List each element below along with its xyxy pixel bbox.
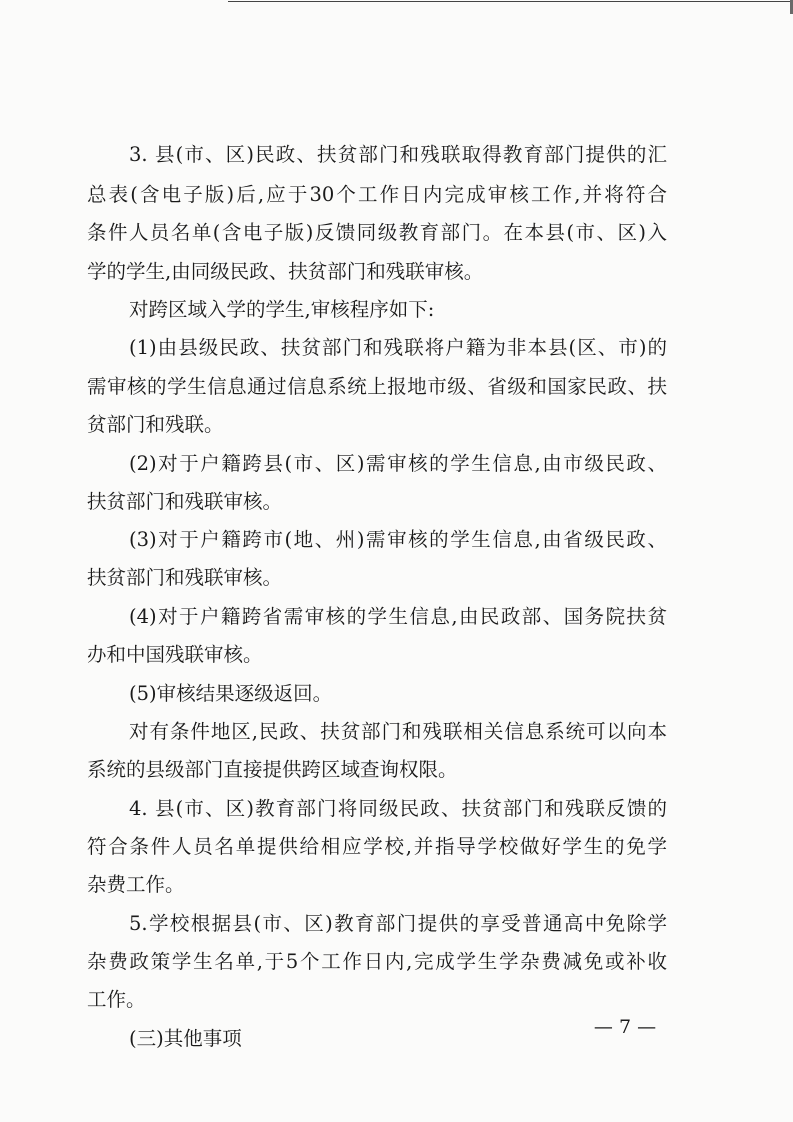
paragraph-line: (2)对于户籍跨县(市、区)需审核的学生信息,由市级民政、 — [129, 452, 667, 475]
paragraph-line: 对有条件地区,民政、扶贫部门和残联相关信息系统可以向本 — [129, 720, 667, 743]
section-heading: (三)其他事项 — [129, 1027, 242, 1050]
paragraph-line: (4)对于户籍跨省需审核的学生信息,由民政部、国务院扶贫 — [129, 605, 667, 628]
paragraph-line: 贫部门和残联。 — [87, 413, 224, 436]
paragraph-line: 条件人员名单(含电子版)反馈同级教育部门。在本县(市、区)入 — [87, 221, 667, 244]
paragraph-line: 符合条件人员名单提供给相应学校,并指导学校做好学生的免学 — [87, 835, 667, 858]
scan-edge-mark — [778, 0, 793, 14]
paragraph-line: 4. 县(市、区)教育部门将同级民政、扶贫部门和残联反馈的 — [129, 797, 667, 820]
top-rule — [228, 1, 793, 2]
paragraph-line: 需审核的学生信息通过信息系统上报地市级、省级和国家民政、扶 — [87, 375, 667, 398]
paragraph-line: (1)由县级民政、扶贫部门和残联将户籍为非本县(区、市)的 — [129, 336, 667, 359]
paragraph-line: 对跨区域入学的学生,审核程序如下: — [129, 298, 435, 321]
paragraph-line: 3. 县(市、区)民政、扶贫部门和残联取得教育部门提供的汇 — [129, 143, 667, 166]
paragraph-line: 杂费政策学生名单,于5个工作日内,完成学生学杂费减免或补收 — [87, 950, 667, 973]
paragraph-line: 5.学校根据县(市、区)教育部门提供的享受普通高中免除学 — [129, 912, 667, 935]
paragraph-line: 扶贫部门和残联审核。 — [87, 490, 283, 513]
paragraph-line: 杂费工作。 — [87, 873, 185, 896]
paragraph-line: 办和中国残联审核。 — [87, 643, 263, 666]
paragraph-line: 工作。 — [87, 988, 146, 1011]
paragraph-line: (5)审核结果逐级返回。 — [129, 682, 333, 705]
paragraph-line: 总表(含电子版)后,应于30个工作日内完成审核工作,并将符合 — [87, 183, 667, 206]
paragraph-line: 扶贫部门和残联审核。 — [87, 566, 283, 589]
paragraph-line: 学的学生,由同级民政、扶贫部门和残联审核。 — [87, 260, 484, 283]
page-number: — 7 — — [593, 1016, 657, 1038]
paragraph-line: 系统的县级部门直接提供跨区域查询权限。 — [87, 758, 458, 781]
paragraph-line: (3)对于户籍跨市(地、州)需审核的学生信息,由省级民政、 — [129, 528, 667, 551]
